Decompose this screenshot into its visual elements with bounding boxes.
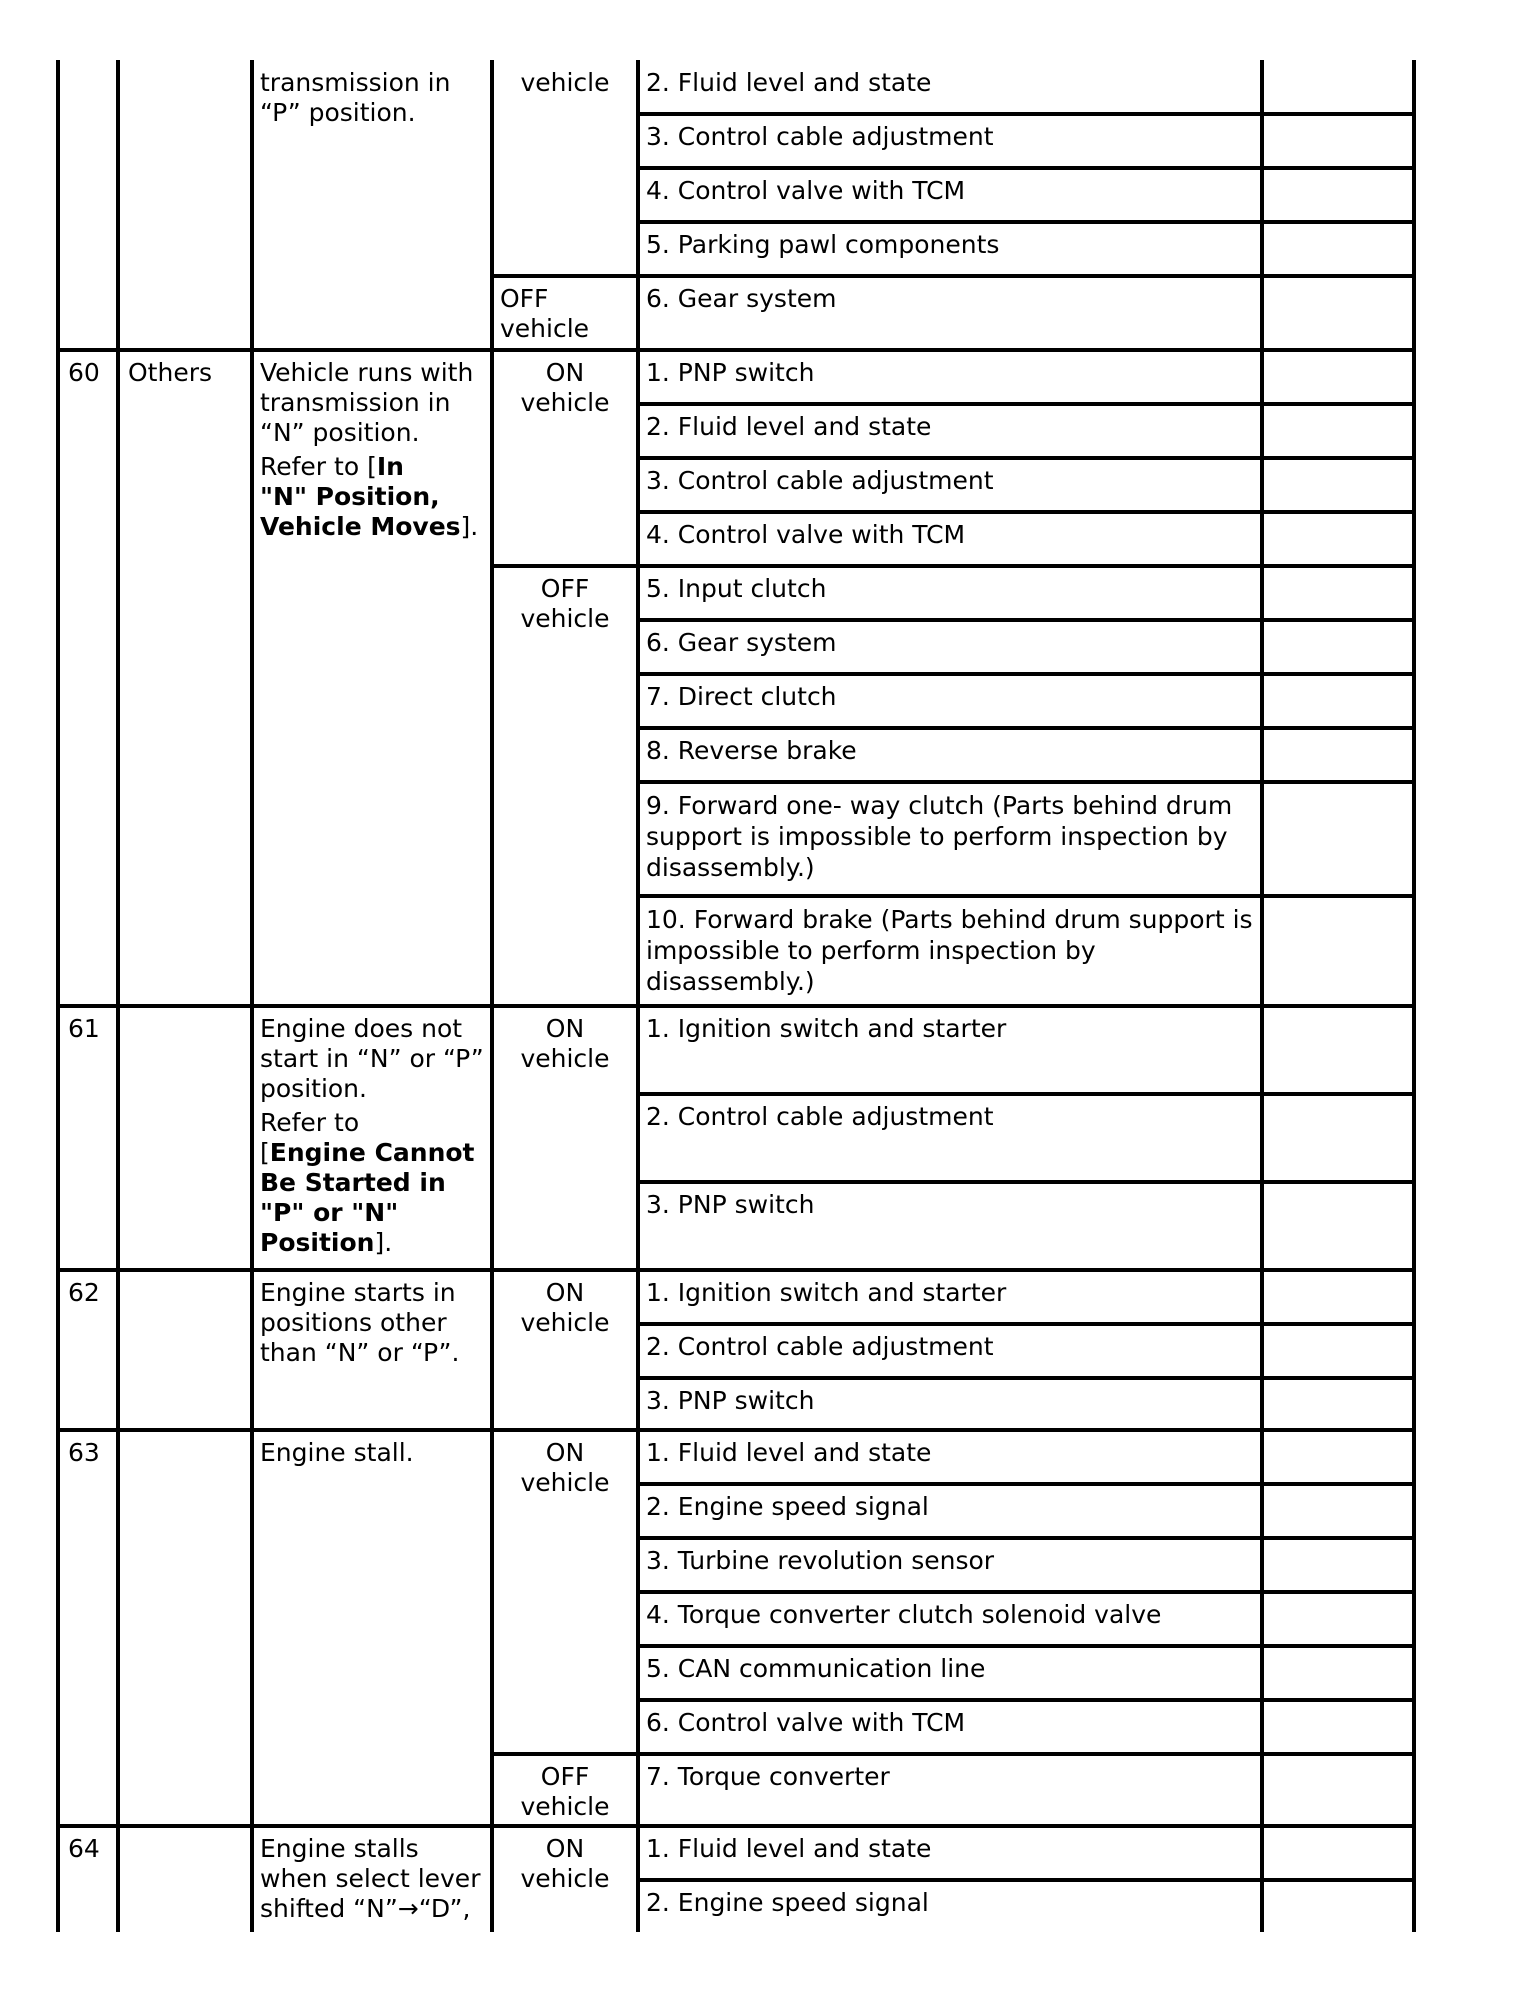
inspection-item: 2. Control cable adjustment: [646, 1102, 994, 1131]
symptom-reference: [260, 452, 492, 542]
inspection-item: 6. Control valve with TCM: [646, 1708, 966, 1737]
inspection-item: 3. PNP switch: [646, 1386, 815, 1415]
row-number: 63: [68, 1438, 100, 1467]
condition-label: ON: [545, 1438, 585, 1467]
inspection-item: 3. PNP switch: [646, 1190, 815, 1219]
inspection-item: 2. Fluid level and state: [646, 68, 932, 97]
grid-hline: [636, 1092, 1416, 1096]
condition-label: vehicle: [520, 1044, 610, 1073]
inspection-item: 2. Engine speed signal: [646, 1492, 929, 1521]
grid-vline: [116, 60, 120, 1932]
grid-hline: [636, 166, 1416, 170]
symptom-text: Engine stall.: [260, 1438, 414, 1467]
grid-hline: [636, 1644, 1416, 1648]
grid-hline: [636, 1590, 1416, 1594]
symptom-text: shifted “N”→“D”,: [260, 1894, 471, 1923]
grid-hline: [56, 1824, 1416, 1828]
condition-label: ON: [545, 1278, 585, 1307]
grid-vline: [490, 60, 494, 1932]
row-number: 62: [68, 1278, 100, 1307]
grid-hline: [636, 1878, 1416, 1882]
condition-label: vehicle: [520, 1308, 610, 1337]
row-number: 61: [68, 1014, 100, 1043]
grid-hline: [56, 1428, 1416, 1432]
symptom-reference: Refer to [Engine Cannot Be Started in "P" or "N" Position].: [260, 1108, 475, 1257]
grid-hline: [56, 348, 1416, 352]
grid-hline: [636, 1322, 1416, 1326]
grid-hline: [636, 112, 1416, 116]
inspection-item: 1. Ignition switch and starter: [646, 1278, 1007, 1307]
reference-suffix: ].: [460, 512, 479, 541]
condition-label: ON: [545, 1014, 585, 1043]
inspection-item: 4. Control valve with TCM: [646, 520, 966, 549]
reference-link-text[interactable]: Vehicle Moves: [260, 512, 461, 541]
reference-link-text[interactable]: Engine Cannot: [269, 1138, 475, 1167]
symptom-text: than “N” or “P”.: [260, 1338, 460, 1367]
row-category: Others: [128, 358, 213, 387]
condition-label: vehicle: [520, 1864, 610, 1893]
condition-label: vehicle: [520, 1468, 610, 1497]
symptom-text: position.: [260, 1074, 367, 1103]
grid-hline: [636, 672, 1416, 676]
inspection-item: 9. Forward one- way clutch (Parts behind drum support is impossible to perform inspection by disassembly.): [646, 791, 1233, 882]
inspection-item: 2. Control cable adjustment: [646, 1332, 994, 1361]
grid-hline: [636, 894, 1416, 898]
grid-hline: [636, 1180, 1416, 1184]
inspection-item: 7. Torque converter: [646, 1762, 890, 1791]
inspection-item: 6. Gear system: [646, 628, 837, 657]
grid-vline: [1260, 60, 1264, 1932]
symptom-text: Engine does not: [260, 1014, 463, 1043]
inspection-item: 1. Fluid level and state: [646, 1834, 932, 1863]
reference-link-text[interactable]: Position: [260, 1228, 375, 1257]
inspection-item: 2. Engine speed signal: [646, 1888, 929, 1917]
grid-hline: [636, 456, 1416, 460]
inspection-item: 5. Parking pawl components: [646, 230, 1000, 259]
symptom-text: transmission in: [260, 388, 451, 417]
reference-link-text[interactable]: In: [376, 452, 404, 481]
condition-label: ON: [545, 358, 585, 387]
inspection-item: 3. Turbine revolution sensor: [646, 1546, 995, 1575]
condition-label: vehicle: [520, 1792, 610, 1821]
condition-label: vehicle: [520, 68, 610, 97]
grid-hline: [56, 1004, 1416, 1008]
condition-label: ON: [545, 1834, 585, 1863]
condition-label: OFF: [540, 1762, 590, 1791]
inspection-item: 3. Control cable adjustment: [646, 466, 994, 495]
grid-hline: [636, 1482, 1416, 1486]
grid-hline: [636, 618, 1416, 622]
reference-link-text[interactable]: "P" or "N": [260, 1198, 399, 1227]
symptom-text: “N” position.: [260, 418, 420, 447]
reference-prefix: Refer to: [260, 1108, 360, 1137]
inspection-item: 2. Fluid level and state: [646, 412, 932, 441]
symptom-text: positions other: [260, 1308, 447, 1337]
condition-label: OFF: [500, 284, 549, 313]
grid-hline: [636, 780, 1416, 784]
condition-label: vehicle: [520, 604, 610, 633]
inspection-item: 1. PNP switch: [646, 358, 815, 387]
reference-link-text[interactable]: Be Started in: [260, 1168, 446, 1197]
reference-suffix: ].: [374, 1228, 393, 1257]
condition-label: vehicle: [500, 314, 590, 343]
symptom-text: Engine starts in: [260, 1278, 456, 1307]
inspection-item: 4. Torque converter clutch solenoid valve: [646, 1600, 1162, 1629]
condition-label: vehicle: [520, 388, 610, 417]
reference-prefix: Refer to [: [260, 452, 377, 481]
grid-hline: [636, 402, 1416, 406]
grid-vline: [1412, 60, 1416, 1932]
grid-hline: [490, 1752, 1416, 1756]
symptom-text: “P” position.: [260, 98, 416, 127]
inspection-item: 3. Control cable adjustment: [646, 122, 994, 151]
inspection-item: 4. Control valve with TCM: [646, 176, 966, 205]
grid-hline: [490, 564, 1416, 568]
grid-vline: [636, 60, 640, 1932]
inspection-item: 8. Reverse brake: [646, 736, 857, 765]
grid-vline: [56, 60, 60, 1932]
grid-hline: [636, 1536, 1416, 1540]
symptom-text: start in “N” or “P”: [260, 1044, 484, 1073]
grid-hline: [636, 1698, 1416, 1702]
grid-hline: [636, 220, 1416, 224]
inspection-item: 5. Input clutch: [646, 574, 827, 603]
inspection-item: 1. Fluid level and state: [646, 1438, 932, 1467]
symptom-text: when select lever: [260, 1864, 481, 1893]
inspection-item: 6. Gear system: [646, 284, 837, 313]
grid-vline: [250, 60, 254, 1932]
inspection-item: 10. Forward brake (Parts behind drum support is impossible to perform inspection by disassembly.): [646, 905, 1253, 996]
symptom-text: Engine stalls: [260, 1834, 419, 1863]
reference-link-text[interactable]: "N" Position,: [260, 482, 440, 511]
symptom-text: transmission in: [260, 68, 451, 97]
row-number: 64: [68, 1834, 100, 1863]
grid-hline: [490, 274, 1416, 278]
grid-hline: [636, 726, 1416, 730]
grid-hline: [56, 1268, 1416, 1272]
row-number: 60: [68, 358, 100, 387]
inspection-item: 5. CAN communication line: [646, 1654, 986, 1683]
grid-hline: [636, 510, 1416, 514]
condition-label: OFF: [540, 574, 590, 603]
symptom-text: Vehicle runs with: [260, 358, 474, 387]
inspection-item: 7. Direct clutch: [646, 682, 837, 711]
inspection-item: 1. Ignition switch and starter: [646, 1014, 1007, 1043]
grid-hline: [636, 1376, 1416, 1380]
